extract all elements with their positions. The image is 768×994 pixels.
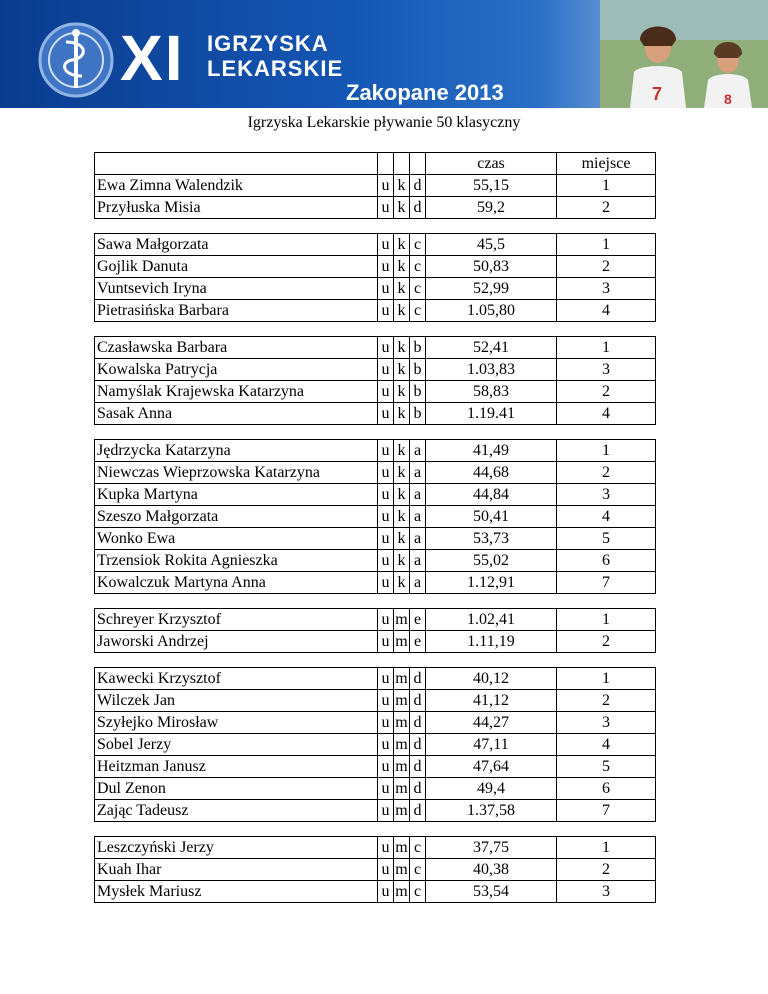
category-code-2: m [394,756,410,778]
competitor-name: Zając Tadeusz [95,800,378,822]
category-code-2: m [394,859,410,881]
category-code-3: d [410,756,426,778]
category-code-2: m [394,837,410,859]
place-value: 2 [557,631,656,653]
category-code-3: b [410,359,426,381]
category-code-1: u [378,256,394,278]
category-code-1: u [378,403,394,425]
place-value: 6 [557,550,656,572]
place-value: 2 [557,197,656,219]
category-code-2: m [394,631,410,653]
competitor-name: Sobel Jerzy [95,734,378,756]
category-code-1: u [378,484,394,506]
place-value: 1 [557,609,656,631]
table-row [95,278,656,300]
competitor-name: Namyślak Krajewska Katarzyna [95,381,378,403]
competitor-name: Kupka Martyna [95,484,378,506]
category-code-3: a [410,462,426,484]
header-miejsce: miejsce [557,153,656,175]
category-code-2: k [394,572,410,594]
group-separator [95,425,656,440]
time-value: 44,27 [426,712,557,734]
category-code-3: a [410,528,426,550]
category-code-1: u [378,881,394,903]
category-code-2: k [394,300,410,322]
place-value: 2 [557,690,656,712]
category-code-3: a [410,550,426,572]
table-row [95,734,656,756]
category-code-1: u [378,300,394,322]
banner-title-line1: IGRZYSKA [207,31,329,56]
category-code-3: a [410,484,426,506]
competitor-name: Kowalska Patrycja [95,359,378,381]
category-code-3: d [410,175,426,197]
category-code-3: c [410,300,426,322]
competitor-name: Szyłejko Mirosław [95,712,378,734]
time-value: 53,54 [426,881,557,903]
table-row [95,403,656,425]
table-row [95,778,656,800]
time-value: 1.11,19 [426,631,557,653]
competitor-name: Dul Zenon [95,778,378,800]
category-code-2: m [394,690,410,712]
category-code-3: d [410,197,426,219]
category-code-2: k [394,175,410,197]
category-code-3: d [410,800,426,822]
place-value: 3 [557,484,656,506]
category-code-3: c [410,837,426,859]
place-value: 4 [557,734,656,756]
table-row [95,440,656,462]
header-czas: czas [426,153,557,175]
category-code-1: u [378,440,394,462]
place-value: 7 [557,572,656,594]
competitor-name: Sasak Anna [95,403,378,425]
category-code-2: k [394,359,410,381]
category-code-1: u [378,837,394,859]
table-row [95,800,656,822]
category-code-2: m [394,800,410,822]
table-row [95,506,656,528]
category-code-2: k [394,506,410,528]
competitor-name: Wilczek Jan [95,690,378,712]
category-code-2: k [394,462,410,484]
competitor-name: Gojlik Danuta [95,256,378,278]
competitor-name: Przyłuska Misia [95,197,378,219]
table-row [95,359,656,381]
svg-text:8: 8 [724,91,732,107]
category-code-1: u [378,337,394,359]
table-row [95,175,656,197]
time-value: 1.12,91 [426,572,557,594]
category-code-1: u [378,197,394,219]
category-code-3: d [410,734,426,756]
place-value: 1 [557,234,656,256]
place-value: 4 [557,403,656,425]
competitor-name: Ewa Zimna Walendzik [95,175,378,197]
place-value: 1 [557,837,656,859]
table-row [95,631,656,653]
category-code-2: k [394,256,410,278]
separator-cell [95,322,656,337]
time-value: 44,68 [426,462,557,484]
competitor-name: Mysłek Mariusz [95,881,378,903]
category-code-2: m [394,712,410,734]
place-value: 1 [557,175,656,197]
place-value: 5 [557,528,656,550]
competitor-name: Schreyer Krzysztof [95,609,378,631]
time-value: 1.05,80 [426,300,557,322]
category-code-2: k [394,550,410,572]
category-code-1: u [378,234,394,256]
banner-title-line2: LEKARSKIE [207,56,344,81]
competitor-name: Kawecki Krzysztof [95,668,378,690]
time-value: 1.37,58 [426,800,557,822]
competitor-name: Wonko Ewa [95,528,378,550]
category-code-3: b [410,381,426,403]
table-row [95,572,656,594]
table-row [95,337,656,359]
category-code-1: u [378,175,394,197]
competitor-name: Szeszo Małgorzata [95,506,378,528]
category-code-2: k [394,440,410,462]
table-row [95,197,656,219]
group-separator [95,594,656,609]
banner-city-year: Zakopane 2013 [346,80,504,105]
header-cell [394,153,410,175]
category-code-2: m [394,668,410,690]
category-code-1: u [378,359,394,381]
table-row [95,462,656,484]
category-code-3: d [410,778,426,800]
category-code-1: u [378,631,394,653]
competitor-name: Heitzman Janusz [95,756,378,778]
category-code-1: u [378,800,394,822]
table-row [95,609,656,631]
table-header-row [95,153,656,175]
category-code-3: d [410,712,426,734]
header-name-cell [95,153,378,175]
group-separator [95,653,656,668]
category-code-2: k [394,234,410,256]
category-code-2: k [394,197,410,219]
place-value: 1 [557,440,656,462]
competitor-name: Jędrzycka Katarzyna [95,440,378,462]
place-value: 3 [557,278,656,300]
table-row [95,712,656,734]
games-logo-icon [36,20,116,100]
place-value: 3 [557,359,656,381]
place-value: 2 [557,381,656,403]
table-row [95,690,656,712]
category-code-1: u [378,462,394,484]
header-cell [410,153,426,175]
competitor-name: Czasławska Barbara [95,337,378,359]
time-value: 52,41 [426,337,557,359]
category-code-2: k [394,484,410,506]
table-row [95,550,656,572]
time-value: 47,64 [426,756,557,778]
category-code-3: c [410,234,426,256]
table-row [95,756,656,778]
category-code-1: u [378,506,394,528]
time-value: 49,4 [426,778,557,800]
category-code-1: u [378,668,394,690]
category-code-2: k [394,403,410,425]
results-table [94,152,656,903]
category-code-1: u [378,550,394,572]
place-value: 4 [557,300,656,322]
competitor-name: Pietrasińska Barbara [95,300,378,322]
separator-cell [95,219,656,234]
table-row [95,881,656,903]
competitor-name: Kuah Ihar [95,859,378,881]
competitor-name: Trzensiok Rokita Agnieszka [95,550,378,572]
group-separator [95,219,656,234]
table-row [95,381,656,403]
table-row [95,256,656,278]
time-value: 52,99 [426,278,557,300]
place-value: 2 [557,859,656,881]
svg-text:7: 7 [652,84,663,104]
category-code-1: u [378,778,394,800]
time-value: 40,12 [426,668,557,690]
place-value: 3 [557,712,656,734]
table-row [95,484,656,506]
category-code-2: m [394,609,410,631]
separator-cell [95,822,656,837]
place-value: 2 [557,462,656,484]
competitor-name: Leszczyński Jerzy [95,837,378,859]
category-code-1: u [378,690,394,712]
category-code-2: m [394,778,410,800]
group-separator [95,322,656,337]
table-row [95,234,656,256]
competitor-name: Jaworski Andrzej [95,631,378,653]
place-value: 3 [557,881,656,903]
place-value: 5 [557,756,656,778]
category-code-2: m [394,734,410,756]
results-table-body [95,153,656,903]
competitor-name: Sawa Małgorzata [95,234,378,256]
time-value: 50,83 [426,256,557,278]
place-value: 6 [557,778,656,800]
time-value: 53,73 [426,528,557,550]
category-code-3: c [410,256,426,278]
category-code-3: e [410,631,426,653]
time-value: 37,75 [426,837,557,859]
time-value: 1.19.41 [426,403,557,425]
place-value: 1 [557,668,656,690]
time-value: 45,5 [426,234,557,256]
time-value: 55,15 [426,175,557,197]
category-code-3: a [410,440,426,462]
category-code-3: d [410,690,426,712]
competitor-name: Niewczas Wieprzowska Katarzyna [95,462,378,484]
category-code-3: c [410,278,426,300]
page-title: Igrzyska Lekarskie pływanie 50 klasyczny [247,114,521,131]
time-value: 41,12 [426,690,557,712]
table-row [95,668,656,690]
category-code-3: a [410,572,426,594]
competitor-name: Kowalczuk Martyna Anna [95,572,378,594]
time-value: 47,11 [426,734,557,756]
time-value: 55,02 [426,550,557,572]
separator-cell [95,425,656,440]
category-code-1: u [378,734,394,756]
table-row [95,837,656,859]
category-code-3: a [410,506,426,528]
place-value: 4 [557,506,656,528]
athletes-photo [600,0,768,108]
time-value: 59,2 [426,197,557,219]
time-value: 50,41 [426,506,557,528]
category-code-2: m [394,881,410,903]
competitor-name: Vuntsevich Iryna [95,278,378,300]
time-value: 1.02,41 [426,609,557,631]
category-code-1: u [378,572,394,594]
category-code-3: b [410,403,426,425]
table-row [95,300,656,322]
category-code-3: e [410,609,426,631]
category-code-3: d [410,668,426,690]
table-row [95,859,656,881]
category-code-1: u [378,528,394,550]
time-value: 41,49 [426,440,557,462]
category-code-3: c [410,859,426,881]
header-banner [0,0,768,108]
table-row [95,528,656,550]
separator-cell [95,594,656,609]
category-code-1: u [378,859,394,881]
category-code-1: u [378,278,394,300]
category-code-2: k [394,278,410,300]
header-cell [378,153,394,175]
separator-cell [95,653,656,668]
category-code-1: u [378,609,394,631]
time-value: 40,38 [426,859,557,881]
place-value: 1 [557,337,656,359]
edition-numeral: XI [120,22,185,94]
category-code-3: c [410,881,426,903]
category-code-3: b [410,337,426,359]
category-code-1: u [378,712,394,734]
category-code-2: k [394,528,410,550]
category-code-1: u [378,381,394,403]
category-code-2: k [394,337,410,359]
time-value: 58,83 [426,381,557,403]
time-value: 44,84 [426,484,557,506]
place-value: 2 [557,256,656,278]
category-code-2: k [394,381,410,403]
time-value: 1.03,83 [426,359,557,381]
place-value: 7 [557,800,656,822]
category-code-1: u [378,756,394,778]
group-separator [95,822,656,837]
